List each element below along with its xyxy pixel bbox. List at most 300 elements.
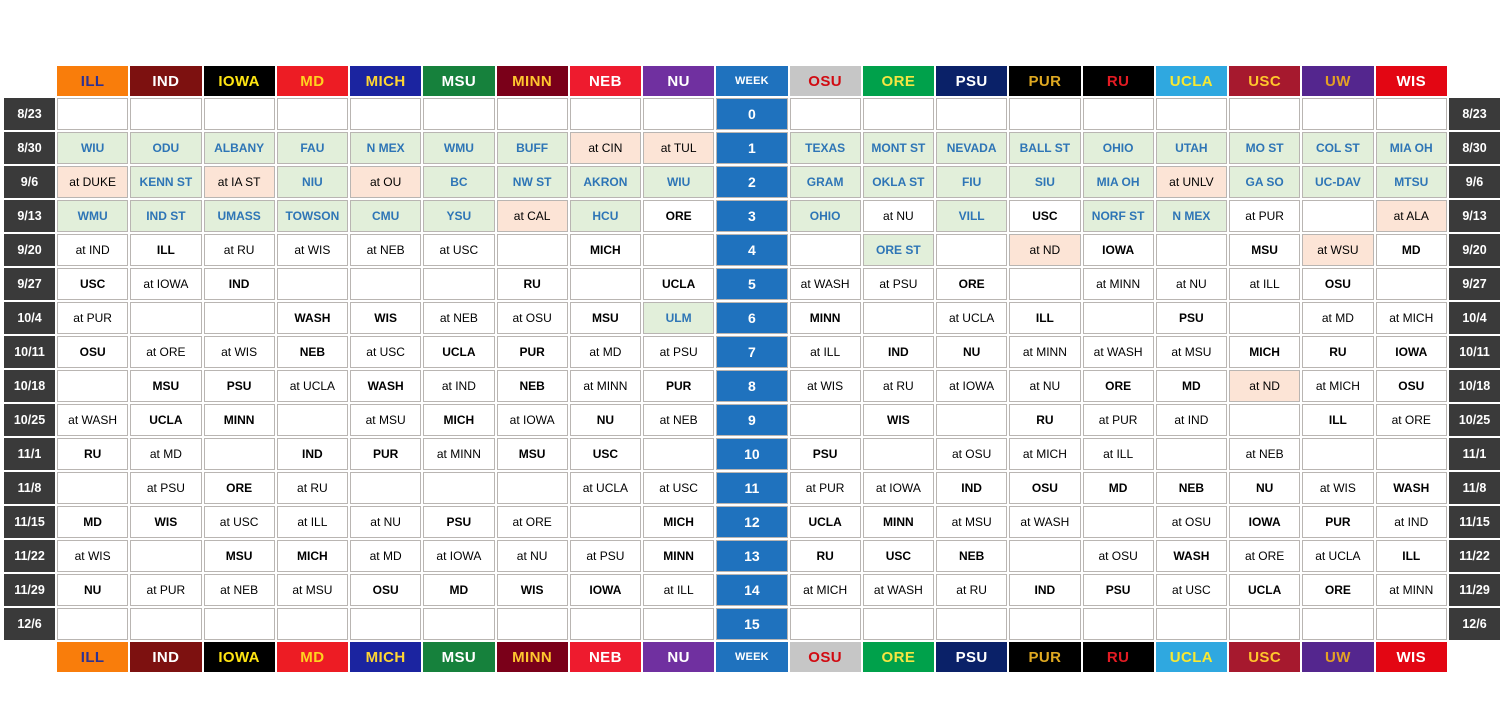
game-cell-ore: USC: [863, 540, 934, 572]
game-cell-uw: PUR: [1302, 506, 1373, 538]
empty-cell-ind: [130, 98, 201, 130]
game-cell-mich: at NEB: [350, 234, 421, 266]
game-cell-ru: at ILL: [1083, 438, 1154, 470]
date-label-left: 10/18: [4, 370, 55, 402]
team-header-usc-top: USC: [1229, 66, 1300, 96]
game-cell-iowa: ORE: [204, 472, 275, 504]
date-label-right: 9/20: [1449, 234, 1500, 266]
game-cell-ore: OKLA ST: [863, 166, 934, 198]
team-header-wis-bottom: WIS: [1376, 642, 1448, 672]
date-label-right: 9/6: [1449, 166, 1500, 198]
empty-cell-mich: [350, 608, 421, 640]
game-cell-iowa: ALBANY: [204, 132, 275, 164]
game-cell-ru: IOWA: [1083, 234, 1154, 266]
game-cell-wis: MIA OH: [1376, 132, 1448, 164]
week-number: 5: [716, 268, 787, 300]
game-cell-ru: at PUR: [1083, 404, 1154, 436]
corner-spacer: [4, 642, 55, 672]
date-label-right: 8/23: [1449, 98, 1500, 130]
game-cell-ucla: at OSU: [1156, 506, 1227, 538]
team-header-ucla-bottom: UCLA: [1156, 642, 1227, 672]
game-cell-ore: at NU: [863, 200, 934, 232]
game-cell-uw: OSU: [1302, 268, 1373, 300]
game-cell-nu: WIU: [643, 166, 714, 198]
empty-cell-wis: [1376, 438, 1448, 470]
empty-cell-minn: [497, 472, 568, 504]
game-cell-md: NEB: [277, 336, 348, 368]
date-label-right: 11/1: [1449, 438, 1500, 470]
game-cell-mich: at OU: [350, 166, 421, 198]
date-label-right: 9/27: [1449, 268, 1500, 300]
game-cell-md: MICH: [277, 540, 348, 572]
empty-cell-md: [277, 268, 348, 300]
game-cell-ind: WIS: [130, 506, 201, 538]
week-number: 10: [716, 438, 787, 470]
game-cell-ucla: NEB: [1156, 472, 1227, 504]
team-header-ind-top: IND: [130, 66, 201, 96]
corner-spacer: [1449, 66, 1500, 96]
date-label-left: 10/25: [4, 404, 55, 436]
game-cell-osu: at WASH: [790, 268, 861, 300]
team-header-mich-top: MICH: [350, 66, 421, 96]
game-cell-ucla: WASH: [1156, 540, 1227, 572]
date-label-left: 9/20: [4, 234, 55, 266]
empty-cell-ru: [1083, 608, 1154, 640]
empty-cell-mich: [350, 472, 421, 504]
empty-cell-nu: [643, 438, 714, 470]
game-cell-wis: OSU: [1376, 370, 1448, 402]
game-cell-pur: at ND: [1009, 234, 1080, 266]
date-label-left: 10/11: [4, 336, 55, 368]
game-cell-pur: at WASH: [1009, 506, 1080, 538]
schedule-row-week-5: [4, 268, 1500, 300]
date-label-left: 9/27: [4, 268, 55, 300]
date-label-left: 11/8: [4, 472, 55, 504]
empty-cell-usc: [1229, 98, 1300, 130]
empty-cell-pur: [1009, 540, 1080, 572]
team-header-ru-bottom: RU: [1083, 642, 1154, 672]
empty-cell-ore: [863, 608, 934, 640]
date-label-right: 8/30: [1449, 132, 1500, 164]
game-cell-msu: PSU: [423, 506, 494, 538]
date-label-left: 12/6: [4, 608, 55, 640]
team-header-nu-top: NU: [643, 66, 714, 96]
empty-cell-iowa: [204, 98, 275, 130]
schedule-row-week-3: [4, 200, 1500, 232]
game-cell-osu: MINN: [790, 302, 861, 334]
date-label-left: 11/22: [4, 540, 55, 572]
game-cell-iowa: at RU: [204, 234, 275, 266]
game-cell-minn: BUFF: [497, 132, 568, 164]
empty-cell-msu: [423, 268, 494, 300]
empty-cell-ind: [130, 302, 201, 334]
game-cell-pur: at MICH: [1009, 438, 1080, 470]
empty-cell-psu: [936, 404, 1007, 436]
game-cell-nu: at ILL: [643, 574, 714, 606]
team-header-ind-bottom: IND: [130, 642, 201, 672]
empty-cell-neb: [570, 98, 641, 130]
game-cell-neb: at UCLA: [570, 472, 641, 504]
team-header-ucla-top: UCLA: [1156, 66, 1227, 96]
team-header-uw-top: UW: [1302, 66, 1373, 96]
game-cell-iowa: UMASS: [204, 200, 275, 232]
game-cell-msu: YSU: [423, 200, 494, 232]
game-cell-psu: VILL: [936, 200, 1007, 232]
game-cell-wis: at MINN: [1376, 574, 1448, 606]
game-cell-neb: IOWA: [570, 574, 641, 606]
empty-cell-ore: [863, 438, 934, 470]
game-cell-ore: MINN: [863, 506, 934, 538]
game-cell-pur: SIU: [1009, 166, 1080, 198]
game-cell-iowa: at IA ST: [204, 166, 275, 198]
schedule-row-week-14: [4, 574, 1500, 606]
game-cell-ill: USC: [57, 268, 128, 300]
game-cell-mich: at NU: [350, 506, 421, 538]
team-header-psu-bottom: PSU: [936, 642, 1007, 672]
team-header-row-top: [4, 66, 1500, 96]
game-cell-iowa: at WIS: [204, 336, 275, 368]
game-cell-nu: ULM: [643, 302, 714, 334]
game-cell-usc: MSU: [1229, 234, 1300, 266]
empty-cell-nu: [643, 608, 714, 640]
game-cell-pur: at MINN: [1009, 336, 1080, 368]
week-number: 9: [716, 404, 787, 436]
game-cell-psu: at IOWA: [936, 370, 1007, 402]
game-cell-uw: COL ST: [1302, 132, 1373, 164]
game-cell-ill: RU: [57, 438, 128, 470]
game-cell-psu: at RU: [936, 574, 1007, 606]
game-cell-md: WASH: [277, 302, 348, 334]
game-cell-uw: UC-DAV: [1302, 166, 1373, 198]
game-cell-nu: MINN: [643, 540, 714, 572]
empty-cell-ind: [130, 608, 201, 640]
game-cell-ru: MIA OH: [1083, 166, 1154, 198]
game-cell-osu: at WIS: [790, 370, 861, 402]
game-cell-ucla: at MSU: [1156, 336, 1227, 368]
game-cell-msu: WMU: [423, 132, 494, 164]
game-cell-pur: BALL ST: [1009, 132, 1080, 164]
team-header-row-bottom: [4, 642, 1500, 672]
date-label-right: 10/11: [1449, 336, 1500, 368]
game-cell-mich: OSU: [350, 574, 421, 606]
game-cell-usc: at ILL: [1229, 268, 1300, 300]
date-label-left: 11/29: [4, 574, 55, 606]
game-cell-ru: at WASH: [1083, 336, 1154, 368]
empty-cell-ru: [1083, 506, 1154, 538]
week-number: 6: [716, 302, 787, 334]
game-cell-ucla: at UNLV: [1156, 166, 1227, 198]
game-cell-ore: at PSU: [863, 268, 934, 300]
date-label-left: 10/4: [4, 302, 55, 334]
game-cell-ind: ODU: [130, 132, 201, 164]
corner-spacer: [4, 66, 55, 96]
empty-cell-usc: [1229, 302, 1300, 334]
game-cell-md: FAU: [277, 132, 348, 164]
game-cell-mich: N MEX: [350, 132, 421, 164]
game-cell-psu: FIU: [936, 166, 1007, 198]
game-cell-psu: NEB: [936, 540, 1007, 572]
game-cell-osu: RU: [790, 540, 861, 572]
game-cell-ore: at RU: [863, 370, 934, 402]
empty-cell-md: [277, 98, 348, 130]
game-cell-ill: WMU: [57, 200, 128, 232]
game-cell-mich: WASH: [350, 370, 421, 402]
week-number: 2: [716, 166, 787, 198]
game-cell-iowa: at USC: [204, 506, 275, 538]
schedule-row-week-11: [4, 472, 1500, 504]
empty-cell-ucla: [1156, 608, 1227, 640]
team-header-psu-top: PSU: [936, 66, 1007, 96]
game-cell-wis: at MICH: [1376, 302, 1448, 334]
empty-cell-ind: [130, 540, 201, 572]
date-label-left: 9/13: [4, 200, 55, 232]
week-number: 0: [716, 98, 787, 130]
empty-cell-ill: [57, 370, 128, 402]
game-cell-usc: MO ST: [1229, 132, 1300, 164]
empty-cell-minn: [497, 234, 568, 266]
empty-cell-ucla: [1156, 98, 1227, 130]
date-label-left: 8/23: [4, 98, 55, 130]
game-cell-md: at RU: [277, 472, 348, 504]
empty-cell-ill: [57, 98, 128, 130]
game-cell-usc: at NEB: [1229, 438, 1300, 470]
game-cell-ind: ILL: [130, 234, 201, 266]
game-cell-psu: NU: [936, 336, 1007, 368]
game-cell-minn: at NU: [497, 540, 568, 572]
team-header-neb-top: NEB: [570, 66, 641, 96]
team-header-pur-bottom: PUR: [1009, 642, 1080, 672]
game-cell-usc: GA SO: [1229, 166, 1300, 198]
game-cell-nu: MICH: [643, 506, 714, 538]
team-header-ill-top: ILL: [57, 66, 128, 96]
game-cell-ru: at MINN: [1083, 268, 1154, 300]
week-number: 1: [716, 132, 787, 164]
game-cell-md: NIU: [277, 166, 348, 198]
game-cell-psu: ORE: [936, 268, 1007, 300]
game-cell-minn: at IOWA: [497, 404, 568, 436]
team-header-md-bottom: MD: [277, 642, 348, 672]
empty-cell-md: [277, 404, 348, 436]
empty-cell-pur: [1009, 268, 1080, 300]
week-number: 4: [716, 234, 787, 266]
schedule-row-week-12: [4, 506, 1500, 538]
empty-cell-md: [277, 608, 348, 640]
empty-cell-psu: [936, 98, 1007, 130]
game-cell-minn: at OSU: [497, 302, 568, 334]
week-number: 7: [716, 336, 787, 368]
date-label-right: 12/6: [1449, 608, 1500, 640]
game-cell-wis: MTSU: [1376, 166, 1448, 198]
game-cell-msu: at IOWA: [423, 540, 494, 572]
game-cell-wis: ILL: [1376, 540, 1448, 572]
schedule-row-week-8: [4, 370, 1500, 402]
empty-cell-ucla: [1156, 234, 1227, 266]
game-cell-pur: RU: [1009, 404, 1080, 436]
game-cell-ore: IND: [863, 336, 934, 368]
schedule-row-week-2: [4, 166, 1500, 198]
week-number: 12: [716, 506, 787, 538]
game-cell-ill: MD: [57, 506, 128, 538]
game-cell-ind: at PSU: [130, 472, 201, 504]
team-header-pur-top: PUR: [1009, 66, 1080, 96]
empty-cell-ucla: [1156, 438, 1227, 470]
game-cell-ru: NORF ST: [1083, 200, 1154, 232]
date-label-left: 8/30: [4, 132, 55, 164]
game-cell-ucla: at NU: [1156, 268, 1227, 300]
week-number: 15: [716, 608, 787, 640]
game-cell-ill: at PUR: [57, 302, 128, 334]
empty-cell-ill: [57, 472, 128, 504]
game-cell-osu: at MICH: [790, 574, 861, 606]
empty-cell-osu: [790, 608, 861, 640]
game-cell-ore: at IOWA: [863, 472, 934, 504]
game-cell-usc: MICH: [1229, 336, 1300, 368]
empty-cell-wis: [1376, 98, 1448, 130]
game-cell-wis: WASH: [1376, 472, 1448, 504]
empty-cell-ill: [57, 608, 128, 640]
empty-cell-iowa: [204, 438, 275, 470]
team-header-iowa-bottom: IOWA: [204, 642, 275, 672]
empty-cell-mich: [350, 98, 421, 130]
team-header-osu-bottom: OSU: [790, 642, 861, 672]
week-number: 8: [716, 370, 787, 402]
game-cell-ind: at ORE: [130, 336, 201, 368]
week-number: 13: [716, 540, 787, 572]
game-cell-ill: at DUKE: [57, 166, 128, 198]
game-cell-ucla: at IND: [1156, 404, 1227, 436]
game-cell-uw: at UCLA: [1302, 540, 1373, 572]
game-cell-ill: OSU: [57, 336, 128, 368]
game-cell-pur: OSU: [1009, 472, 1080, 504]
empty-cell-neb: [570, 506, 641, 538]
game-cell-ill: WIU: [57, 132, 128, 164]
game-cell-wis: at ORE: [1376, 404, 1448, 436]
game-cell-ind: IND ST: [130, 200, 201, 232]
empty-cell-pur: [1009, 98, 1080, 130]
empty-cell-usc: [1229, 608, 1300, 640]
game-cell-osu: TEXAS: [790, 132, 861, 164]
game-cell-uw: at MICH: [1302, 370, 1373, 402]
team-header-ore-top: ORE: [863, 66, 934, 96]
empty-cell-nu: [643, 234, 714, 266]
game-cell-msu: at IND: [423, 370, 494, 402]
team-header-osu-top: OSU: [790, 66, 861, 96]
empty-cell-msu: [423, 98, 494, 130]
date-label-right: 10/25: [1449, 404, 1500, 436]
empty-cell-psu: [936, 608, 1007, 640]
game-cell-ore: at WASH: [863, 574, 934, 606]
empty-cell-neb: [570, 268, 641, 300]
date-label-right: 9/13: [1449, 200, 1500, 232]
game-cell-uw: at WIS: [1302, 472, 1373, 504]
game-cell-minn: at ORE: [497, 506, 568, 538]
game-cell-usc: IOWA: [1229, 506, 1300, 538]
game-cell-ill: at WASH: [57, 404, 128, 436]
game-cell-neb: MICH: [570, 234, 641, 266]
game-cell-msu: MD: [423, 574, 494, 606]
schedule-row-week-9: [4, 404, 1500, 436]
team-header-md-top: MD: [277, 66, 348, 96]
game-cell-neb: HCU: [570, 200, 641, 232]
game-cell-mich: at MSU: [350, 404, 421, 436]
game-cell-neb: AKRON: [570, 166, 641, 198]
game-cell-ru: PSU: [1083, 574, 1154, 606]
week-number: 14: [716, 574, 787, 606]
empty-cell-iowa: [204, 608, 275, 640]
game-cell-ind: MSU: [130, 370, 201, 402]
game-cell-ill: at IND: [57, 234, 128, 266]
team-header-ore-bottom: ORE: [863, 642, 934, 672]
empty-cell-minn: [497, 608, 568, 640]
game-cell-uw: at MD: [1302, 302, 1373, 334]
date-label-left: 11/1: [4, 438, 55, 470]
game-cell-iowa: MINN: [204, 404, 275, 436]
game-cell-ru: ORE: [1083, 370, 1154, 402]
game-cell-mich: at USC: [350, 336, 421, 368]
game-cell-msu: at MINN: [423, 438, 494, 470]
empty-cell-wis: [1376, 268, 1448, 300]
week-header-top: WEEK: [716, 66, 787, 96]
empty-cell-nu: [643, 98, 714, 130]
game-cell-ind: UCLA: [130, 404, 201, 436]
game-cell-neb: USC: [570, 438, 641, 470]
game-cell-psu: at OSU: [936, 438, 1007, 470]
team-header-usc-bottom: USC: [1229, 642, 1300, 672]
game-cell-nu: at PSU: [643, 336, 714, 368]
schedule-row-week-0: [4, 98, 1500, 130]
empty-cell-mich: [350, 268, 421, 300]
game-cell-ind: at IOWA: [130, 268, 201, 300]
game-cell-minn: RU: [497, 268, 568, 300]
week-header-bottom: WEEK: [716, 642, 787, 672]
empty-cell-uw: [1302, 438, 1373, 470]
game-cell-usc: at ND: [1229, 370, 1300, 402]
game-cell-uw: ILL: [1302, 404, 1373, 436]
game-cell-nu: UCLA: [643, 268, 714, 300]
game-cell-ore: WIS: [863, 404, 934, 436]
empty-cell-minn: [497, 98, 568, 130]
game-cell-psu: IND: [936, 472, 1007, 504]
empty-cell-uw: [1302, 608, 1373, 640]
team-header-ru-top: RU: [1083, 66, 1154, 96]
game-cell-nu: at USC: [643, 472, 714, 504]
game-cell-msu: at NEB: [423, 302, 494, 334]
game-cell-ind: at MD: [130, 438, 201, 470]
game-cell-minn: PUR: [497, 336, 568, 368]
game-cell-pur: ILL: [1009, 302, 1080, 334]
game-cell-usc: UCLA: [1229, 574, 1300, 606]
team-header-nu-bottom: NU: [643, 642, 714, 672]
game-cell-neb: at MINN: [570, 370, 641, 402]
empty-cell-pur: [1009, 608, 1080, 640]
empty-cell-wis: [1376, 608, 1448, 640]
date-label-right: 10/4: [1449, 302, 1500, 334]
date-label-right: 11/29: [1449, 574, 1500, 606]
empty-cell-osu: [790, 98, 861, 130]
empty-cell-uw: [1302, 200, 1373, 232]
game-cell-usc: at PUR: [1229, 200, 1300, 232]
date-label-right: 11/15: [1449, 506, 1500, 538]
game-cell-neb: at CIN: [570, 132, 641, 164]
game-cell-md: at MSU: [277, 574, 348, 606]
team-header-uw-bottom: UW: [1302, 642, 1373, 672]
game-cell-ru: MD: [1083, 472, 1154, 504]
game-cell-md: IND: [277, 438, 348, 470]
date-label-left: 11/15: [4, 506, 55, 538]
empty-cell-ore: [863, 98, 934, 130]
empty-cell-uw: [1302, 98, 1373, 130]
game-cell-mich: at MD: [350, 540, 421, 572]
